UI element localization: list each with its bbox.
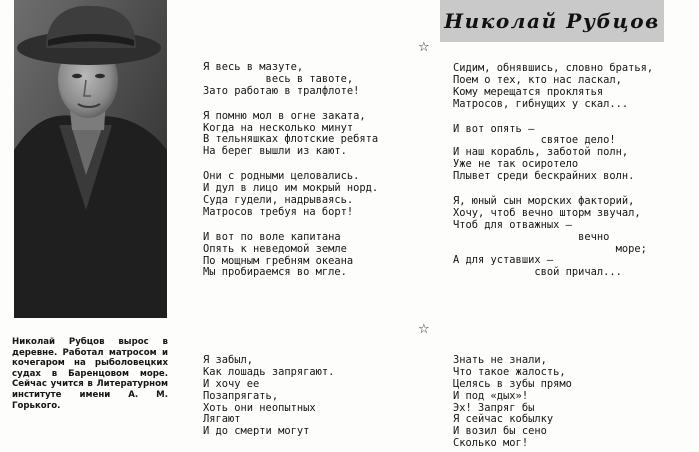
poem-line: Уже не так осиротело: [453, 158, 579, 171]
poem-line: Плывет среди бескрайних волн.: [453, 170, 635, 183]
poem-line: Эх! Запряг бы: [453, 401, 535, 414]
poem-line: И возил бы сено: [453, 425, 547, 438]
poem-line: Чтоб для отважных —: [453, 218, 572, 231]
poem-line: Хочу, чтоб вечно шторм звучал,: [453, 206, 641, 219]
poem-line: На берег вышли из кают.: [203, 145, 347, 158]
poem-line: Когда на несколько минут: [203, 121, 354, 134]
poem-line: Как лошадь запрягают.: [203, 365, 335, 378]
poem-line: Лягают: [203, 413, 241, 426]
star-ornament-icon: ☆: [418, 40, 430, 55]
poem-column-1: [203, 62, 403, 279]
author-name-banner: [440, 0, 664, 42]
poem-line: По мощным гребням океана: [203, 254, 354, 267]
poem-line: И вот опять —: [453, 122, 535, 135]
poem-line: Я весь в мазуте,: [203, 61, 304, 73]
poem-column-2: [453, 63, 668, 279]
poem-line: Хоть они неопытных: [203, 401, 316, 414]
poem-line: Целясь в зубы прямо: [453, 377, 572, 390]
poem-line: море;: [453, 242, 647, 255]
poem-line: Сколько мог!: [453, 437, 529, 450]
stanza-break: [203, 219, 403, 232]
poem-line: Матросов, гибнущих у скал...: [453, 97, 629, 110]
poem-line: Зато работаю в тралфлоте!: [203, 84, 360, 97]
poem-line: Позапрягать,: [203, 389, 279, 402]
author-bio-caption: Николай Рубцов вырос в деревне. Работал матросом и кочегаром на рыболовецких судах в Баренцовом море. Сейчас учится в Литературном институте имени А. М. Горького.: [12, 337, 168, 411]
stanza-break: [203, 98, 403, 111]
poem-line: Поем о тех, кто нас ласкал,: [453, 73, 622, 86]
star-ornament-icon: ☆: [418, 322, 430, 337]
author-portrait-photo: [14, 0, 167, 318]
poem-line: И дул в лицо им мокрый норд.: [203, 182, 379, 195]
poem-line: Я, юный сын морских факторий,: [453, 195, 635, 208]
poem-line: свой причал...: [453, 266, 622, 279]
stanza-break: [453, 111, 668, 124]
poem-line: Опять к неведомой земле: [203, 242, 347, 255]
poem-line: Я сейчас кобылку: [453, 413, 554, 426]
poem-line: И вот по воле капитана: [203, 230, 341, 243]
poem-line: Суда гудели, надрываясь.: [203, 194, 354, 207]
poem-line: Сидим, обнявшись, словно братья,: [453, 62, 654, 74]
poem-line: И наш корабль, заботой полн,: [453, 146, 629, 159]
poem-line: Я забыл,: [203, 354, 254, 366]
poem-line: А для уставших —: [453, 254, 554, 267]
poem-line: вечно: [453, 230, 610, 243]
poem-column-3: [203, 355, 403, 438]
poem-line: Мы пробираемся во мгле.: [203, 266, 347, 279]
poem-line: Они с родными целовались.: [203, 170, 360, 183]
poem-line: И хочу ее: [203, 377, 260, 390]
poem-line: В тельняшках флотские ребята: [203, 133, 379, 146]
poem-line: Кому мерещатся проклятья: [453, 85, 604, 98]
poem-column-4: [453, 355, 668, 450]
poem-line: Я помню мол в огне заката,: [203, 109, 366, 122]
poem-line: И под «дых»!: [453, 389, 529, 402]
poem-line: Знать не знали,: [453, 354, 547, 366]
author-name: Николай Рубцов: [444, 9, 660, 33]
poem-line: весь в тавоте,: [203, 72, 354, 85]
poem-line: И до смерти могут: [203, 425, 310, 438]
poem-line: Что такое жалость,: [453, 365, 566, 378]
poem-line: Матросов требуя на борт!: [203, 205, 354, 218]
poem-line: святое дело!: [453, 134, 616, 147]
